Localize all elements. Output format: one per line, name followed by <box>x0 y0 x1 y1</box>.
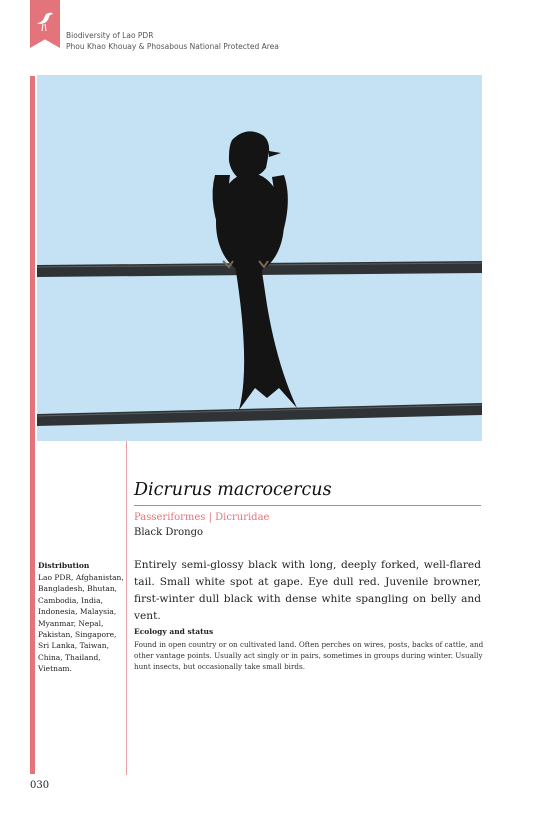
taxonomy-line: Passeriformes | Dicruridae <box>134 512 270 523</box>
header-subtitle: Phou Khao Khouay & Phosabous National Protected Area <box>66 42 279 51</box>
accent-side-bar <box>30 76 35 774</box>
ecology-heading: Ecology and status <box>134 627 214 636</box>
species-photo <box>37 75 482 441</box>
scientific-name: Dicrurus macrocercus <box>134 480 332 500</box>
column-divider <box>126 441 127 775</box>
header-title: Biodiversity of Lao PDR <box>66 31 154 40</box>
ecology-text: Found in open country or on cultivated land. Often perches on wires, posts, backs of cattle, and other vantage points. Usually act singly or in pairs, sometimes in groups during winter. Usually hunt insects, but occasionally take small birds. <box>134 640 484 671</box>
species-description: Entirely semi-glossy black with long, deeply forked, well-flared tail. Small white spot at gape. Eye dull red. Juvenile browner, first-winter dull black with dense white spangling on belly and vent. <box>134 559 481 622</box>
distribution-heading: Distribution <box>38 561 90 570</box>
page-header <box>66 30 279 52</box>
crane-bird-icon <box>35 10 55 32</box>
logo-bookmark <box>30 0 60 48</box>
title-rule <box>134 505 481 506</box>
common-name: Black Drongo <box>134 527 204 538</box>
page-number: 030 <box>30 780 50 791</box>
distribution-text: Lao PDR, Afghanistan, Bangladesh, Bhutan, Cambodia, India, Indonesia, Malaysia, Myanmar, Nepal, Pakistan, Singapore, Sri Lanka, Taiwan, China, Thailand, Vietnam. <box>38 573 124 674</box>
